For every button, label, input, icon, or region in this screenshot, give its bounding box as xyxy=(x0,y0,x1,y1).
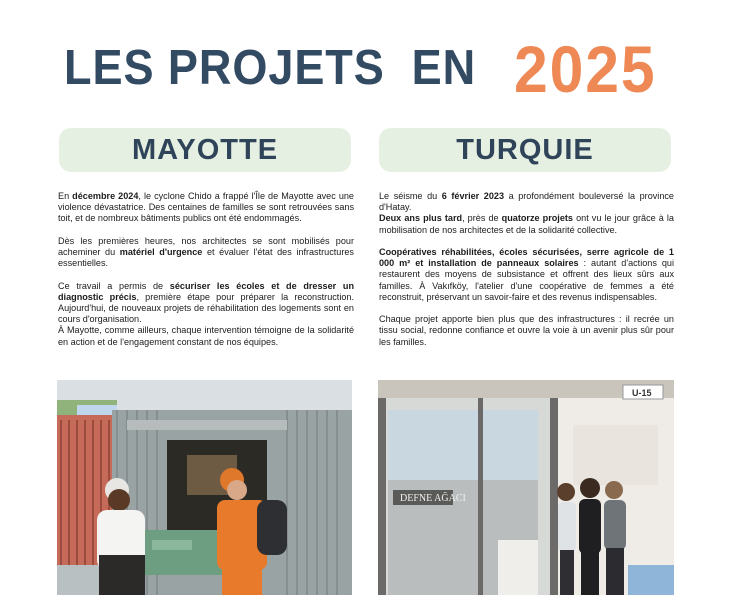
mayotte-paragraph-3 xyxy=(58,281,354,326)
page-title-year: 2025 xyxy=(514,32,657,106)
text-run: Le séisme du xyxy=(379,191,442,201)
storefront-sign: DEFNE AĞACI xyxy=(400,493,466,504)
mayotte-paragraph-4: À Mayotte, comme ailleurs, chaque intervention témoigne de la solidarité en action et de l'engagement constant de nos équipes. xyxy=(58,325,354,347)
section-heading-turquie xyxy=(379,128,671,172)
text-run: En xyxy=(58,191,73,201)
mayotte-paragraph-2 xyxy=(58,236,354,270)
section-heading-turquie-label: TURQUIE xyxy=(456,133,594,166)
mayotte-paragraph-1 xyxy=(58,191,354,225)
text-run: a profondément bouleversé la province d'Hatay. xyxy=(379,191,674,213)
cyclone-shelter-illustration xyxy=(57,380,352,595)
cooperative-storefront-illustration xyxy=(378,380,674,595)
text-run: Dès les premières heures, nos architectes se sont mobilisés pour acheminer du xyxy=(58,235,354,257)
text-bold: Coopératives réhabilitées, écoles sécurisées, serre agricole de 1 000 m² et installation de panneaux solaires xyxy=(379,247,674,269)
page-title: LES PROJETS EN xyxy=(64,41,477,95)
turquie-paragraph-4: Chaque projet apporte bien plus que des infrastructures : il recrée un tissu social, redonne confiance et ouvre la voie à un avenir plus sûr pour les familles. xyxy=(379,314,674,347)
text-run: et évaluer l'état des infrastructures essentielles. xyxy=(58,247,354,269)
turquie-paragraph-3 xyxy=(379,247,674,303)
text-bold: quatorze projets xyxy=(501,213,573,224)
text-bold: décembre 2024 xyxy=(72,191,139,201)
mayotte-photo xyxy=(57,380,352,595)
door-number: U-15 xyxy=(632,388,652,398)
text-bold: matériel d'urgence xyxy=(119,247,203,257)
text-run: , près de xyxy=(462,213,502,224)
mayotte-text xyxy=(58,191,354,348)
turquie-paragraph-2 xyxy=(379,213,674,235)
turquie-paragraph-1 xyxy=(379,191,674,213)
text-run: Ce travail a permis de xyxy=(58,280,170,291)
turquie-text xyxy=(379,191,674,359)
text-bold: sécuriser les écoles et de dresser un diagnostic précis xyxy=(58,280,354,302)
text-run: ont vu le jour grâce à la mobilisation de nos architectes et de la solidarité collective. xyxy=(379,213,674,235)
turquie-photo xyxy=(378,380,674,595)
text-run: , première étape pour préparer la reconstruction. Aujourd'hui, de nouveaux projets de réhabilitation des logements sont en cours d'organisation. xyxy=(58,291,354,325)
text-bold: 6 février 2023 xyxy=(441,191,505,201)
section-heading-mayotte-label: MAYOTTE xyxy=(131,133,279,166)
section-heading-mayotte xyxy=(59,128,351,172)
text-run: , le cyclone Chido a frappé l'Île de Mayotte avec une violence dévastatrice. Des centaines de familles se sont retrouvées sans toit, et de nombreux bâtiments publics ont été endommagés. xyxy=(58,191,354,224)
text-run: : autant d'actions qui restaurent des moyens de subsistance et offrent des lieux sûrs aux familles. À Vakıfköy, l'atelier d'une coopérative de femmes a été reconstruit, préservant un savoir-faire et des revenus indispensables. xyxy=(379,258,674,302)
text-bold: Deux ans plus tard xyxy=(379,213,463,224)
